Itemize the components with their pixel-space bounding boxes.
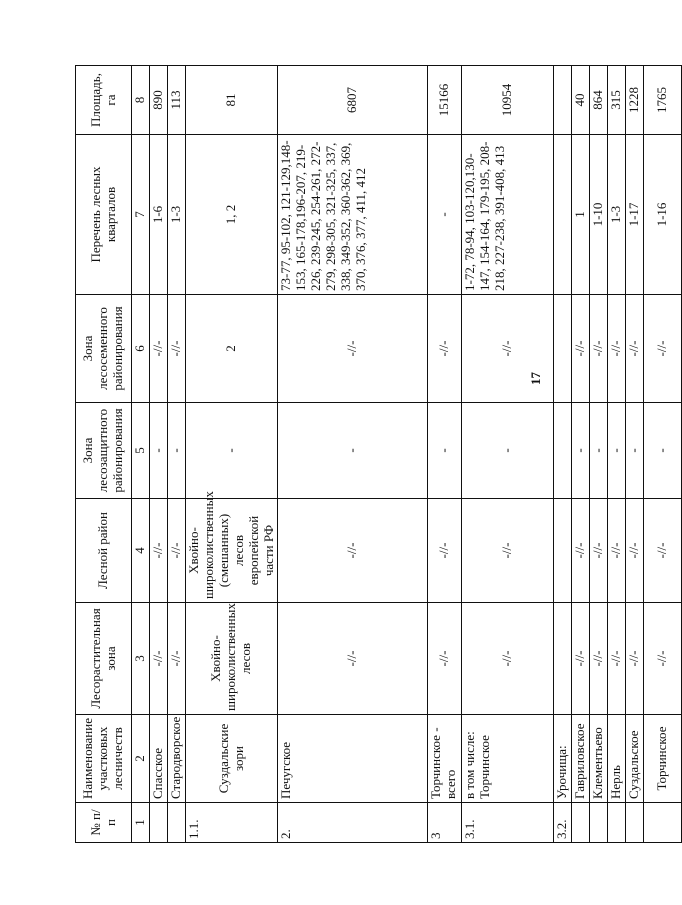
row-name: Суздальские зори xyxy=(185,715,278,803)
table-row xyxy=(428,66,462,843)
row-seed-zone: -//- xyxy=(644,295,682,403)
row-name: Торчинское - всего xyxy=(428,715,462,803)
table-row xyxy=(572,66,590,843)
row-num xyxy=(167,803,185,843)
row-num xyxy=(608,803,626,843)
row-seed-zone: -//- xyxy=(462,295,554,403)
header-area: Площадь, га xyxy=(76,66,132,135)
header-forest-zone: Лесорастительная зона xyxy=(76,603,132,715)
row-fire-zone: - xyxy=(644,403,682,499)
row-fire-zone: - xyxy=(149,403,167,499)
column-number-row xyxy=(132,66,150,843)
row-num xyxy=(644,803,682,843)
row-area: 81 xyxy=(185,66,278,135)
row-forest-zone: -//- xyxy=(428,603,462,715)
row-fire-zone: - xyxy=(572,403,590,499)
row-forest-region: Хвойно-широколиственных (смешанных) лесов европейской части РФ xyxy=(185,499,278,603)
row-quarters: 1-6 xyxy=(149,135,167,295)
table-row xyxy=(608,66,626,843)
row-fire-zone: - xyxy=(278,403,428,499)
row-forest-region: -//- xyxy=(626,499,644,603)
row-fire-zone: - xyxy=(462,403,554,499)
row-forest-region: -//- xyxy=(590,499,608,603)
header-seed-zone: Зона лесосеменного районирования xyxy=(76,295,132,403)
row-quarters: 73-77, 95-102, 121-129,148-153, 165-178,196-207, 219-226, 239-245, 254-261, 272-279, 298-305, 321-325, 337, 338, 349-352, 360-362, 369, 370, 376, 377, 411, 412 xyxy=(278,135,428,295)
row-seed-zone: -//- xyxy=(149,295,167,403)
row-name: Клементьево xyxy=(590,715,608,803)
table-row xyxy=(167,66,185,843)
row-forest-zone: -//- xyxy=(149,603,167,715)
row-name: Гавриловское xyxy=(572,715,590,803)
row-quarters: 1-3 xyxy=(167,135,185,295)
col-number: 7 xyxy=(132,135,150,295)
row-area: 1228 xyxy=(626,66,644,135)
empty-cell xyxy=(554,135,572,295)
row-forest-region: -//- xyxy=(149,499,167,603)
row-name: Торчинское xyxy=(644,715,682,803)
row-forest-zone: -//- xyxy=(626,603,644,715)
row-forest-zone: -//- xyxy=(608,603,626,715)
col-number: 1 xyxy=(132,803,150,843)
row-name: Стародворское xyxy=(167,715,185,803)
row-forest-zone: -//- xyxy=(278,603,428,715)
row-fire-zone: - xyxy=(428,403,462,499)
empty-cell xyxy=(554,295,572,403)
col-number: 5 xyxy=(132,403,150,499)
header-forest-region: Лесной район xyxy=(76,499,132,603)
empty-cell xyxy=(554,66,572,135)
row-forest-region: -//- xyxy=(572,499,590,603)
row-area: 315 xyxy=(608,66,626,135)
row-name: Спасское xyxy=(149,715,167,803)
row-seed-zone: 2 xyxy=(185,295,278,403)
row-forest-zone: -//- xyxy=(462,603,554,715)
header-name: Наименование участковых лесничеств xyxy=(76,715,132,803)
row-quarters: 1-17 xyxy=(626,135,644,295)
row-forest-zone: -//- xyxy=(167,603,185,715)
row-area: 864 xyxy=(590,66,608,135)
table-row xyxy=(590,66,608,843)
row-seed-zone: -//- xyxy=(572,295,590,403)
row-quarters: 1, 2 xyxy=(185,135,278,295)
table-row xyxy=(644,66,682,843)
row-forest-region: -//- xyxy=(462,499,554,603)
empty-cell xyxy=(554,603,572,715)
row-num xyxy=(149,803,167,843)
row-name: Суздальское xyxy=(626,715,644,803)
row-forest-zone: -//- xyxy=(572,603,590,715)
row-num xyxy=(626,803,644,843)
row-forest-region: -//- xyxy=(428,499,462,603)
row-area: 6807 xyxy=(278,66,428,135)
row-num: 3.2. xyxy=(554,803,572,843)
row-fire-zone: - xyxy=(185,403,278,499)
row-seed-zone: -//- xyxy=(278,295,428,403)
row-quarters: 1-16 xyxy=(644,135,682,295)
row-quarters: 1-3 xyxy=(608,135,626,295)
row-area: 113 xyxy=(167,66,185,135)
row-seed-zone: -//- xyxy=(608,295,626,403)
row-num: 1.1. xyxy=(185,803,278,843)
row-num xyxy=(590,803,608,843)
row-forest-region: -//- xyxy=(278,499,428,603)
row-quarters: 1-72, 78-94, 103-120,130-147, 154-164, 179-195, 208-218, 227-238, 391-408, 413 xyxy=(462,135,554,295)
table-row xyxy=(149,66,167,843)
table-row xyxy=(278,66,428,843)
page-number: 17 xyxy=(528,372,543,385)
table-row xyxy=(462,66,554,843)
row-name: Урочища: xyxy=(554,715,572,803)
row-seed-zone: -//- xyxy=(590,295,608,403)
row-seed-zone: -//- xyxy=(626,295,644,403)
row-fire-zone: - xyxy=(167,403,185,499)
forest-districts-table xyxy=(75,65,682,843)
row-forest-zone: Хвойно-широколиственных лесов xyxy=(185,603,278,715)
row-name: в том числе: Торчинское xyxy=(462,715,554,803)
row-quarters: - xyxy=(428,135,462,295)
row-quarters: 1 xyxy=(572,135,590,295)
table-row xyxy=(554,66,572,843)
col-number: 4 xyxy=(132,499,150,603)
row-name: Печугское xyxy=(278,715,428,803)
row-forest-region: -//- xyxy=(608,499,626,603)
row-area: 15166 xyxy=(428,66,462,135)
row-forest-region: -//- xyxy=(167,499,185,603)
row-forest-zone: -//- xyxy=(590,603,608,715)
row-fire-zone: - xyxy=(590,403,608,499)
header-num: № п/п xyxy=(76,803,132,843)
col-number: 8 xyxy=(132,66,150,135)
empty-cell xyxy=(554,403,572,499)
col-number: 2 xyxy=(132,715,150,803)
row-seed-zone: -//- xyxy=(167,295,185,403)
row-num xyxy=(572,803,590,843)
row-forest-zone: -//- xyxy=(644,603,682,715)
header-fire-zone: Зона лесозащитного районирования xyxy=(76,403,132,499)
row-name: Нерль xyxy=(608,715,626,803)
row-fire-zone: - xyxy=(626,403,644,499)
row-forest-region: -//- xyxy=(644,499,682,603)
row-num: 3.1. xyxy=(462,803,554,843)
table-row xyxy=(185,66,278,843)
row-num: 2. xyxy=(278,803,428,843)
row-num: 3 xyxy=(428,803,462,843)
row-seed-zone: -//- xyxy=(428,295,462,403)
row-quarters: 1-10 xyxy=(590,135,608,295)
row-fire-zone: - xyxy=(608,403,626,499)
row-area: 40 xyxy=(572,66,590,135)
empty-cell xyxy=(554,499,572,603)
col-number: 6 xyxy=(132,295,150,403)
table-row xyxy=(626,66,644,843)
row-area: 10954 xyxy=(462,66,554,135)
row-area: 1765 xyxy=(644,66,682,135)
row-area: 890 xyxy=(149,66,167,135)
col-number: 3 xyxy=(132,603,150,715)
header-row xyxy=(76,66,132,843)
header-quarters: Перечень лесных кварталов xyxy=(76,135,132,295)
